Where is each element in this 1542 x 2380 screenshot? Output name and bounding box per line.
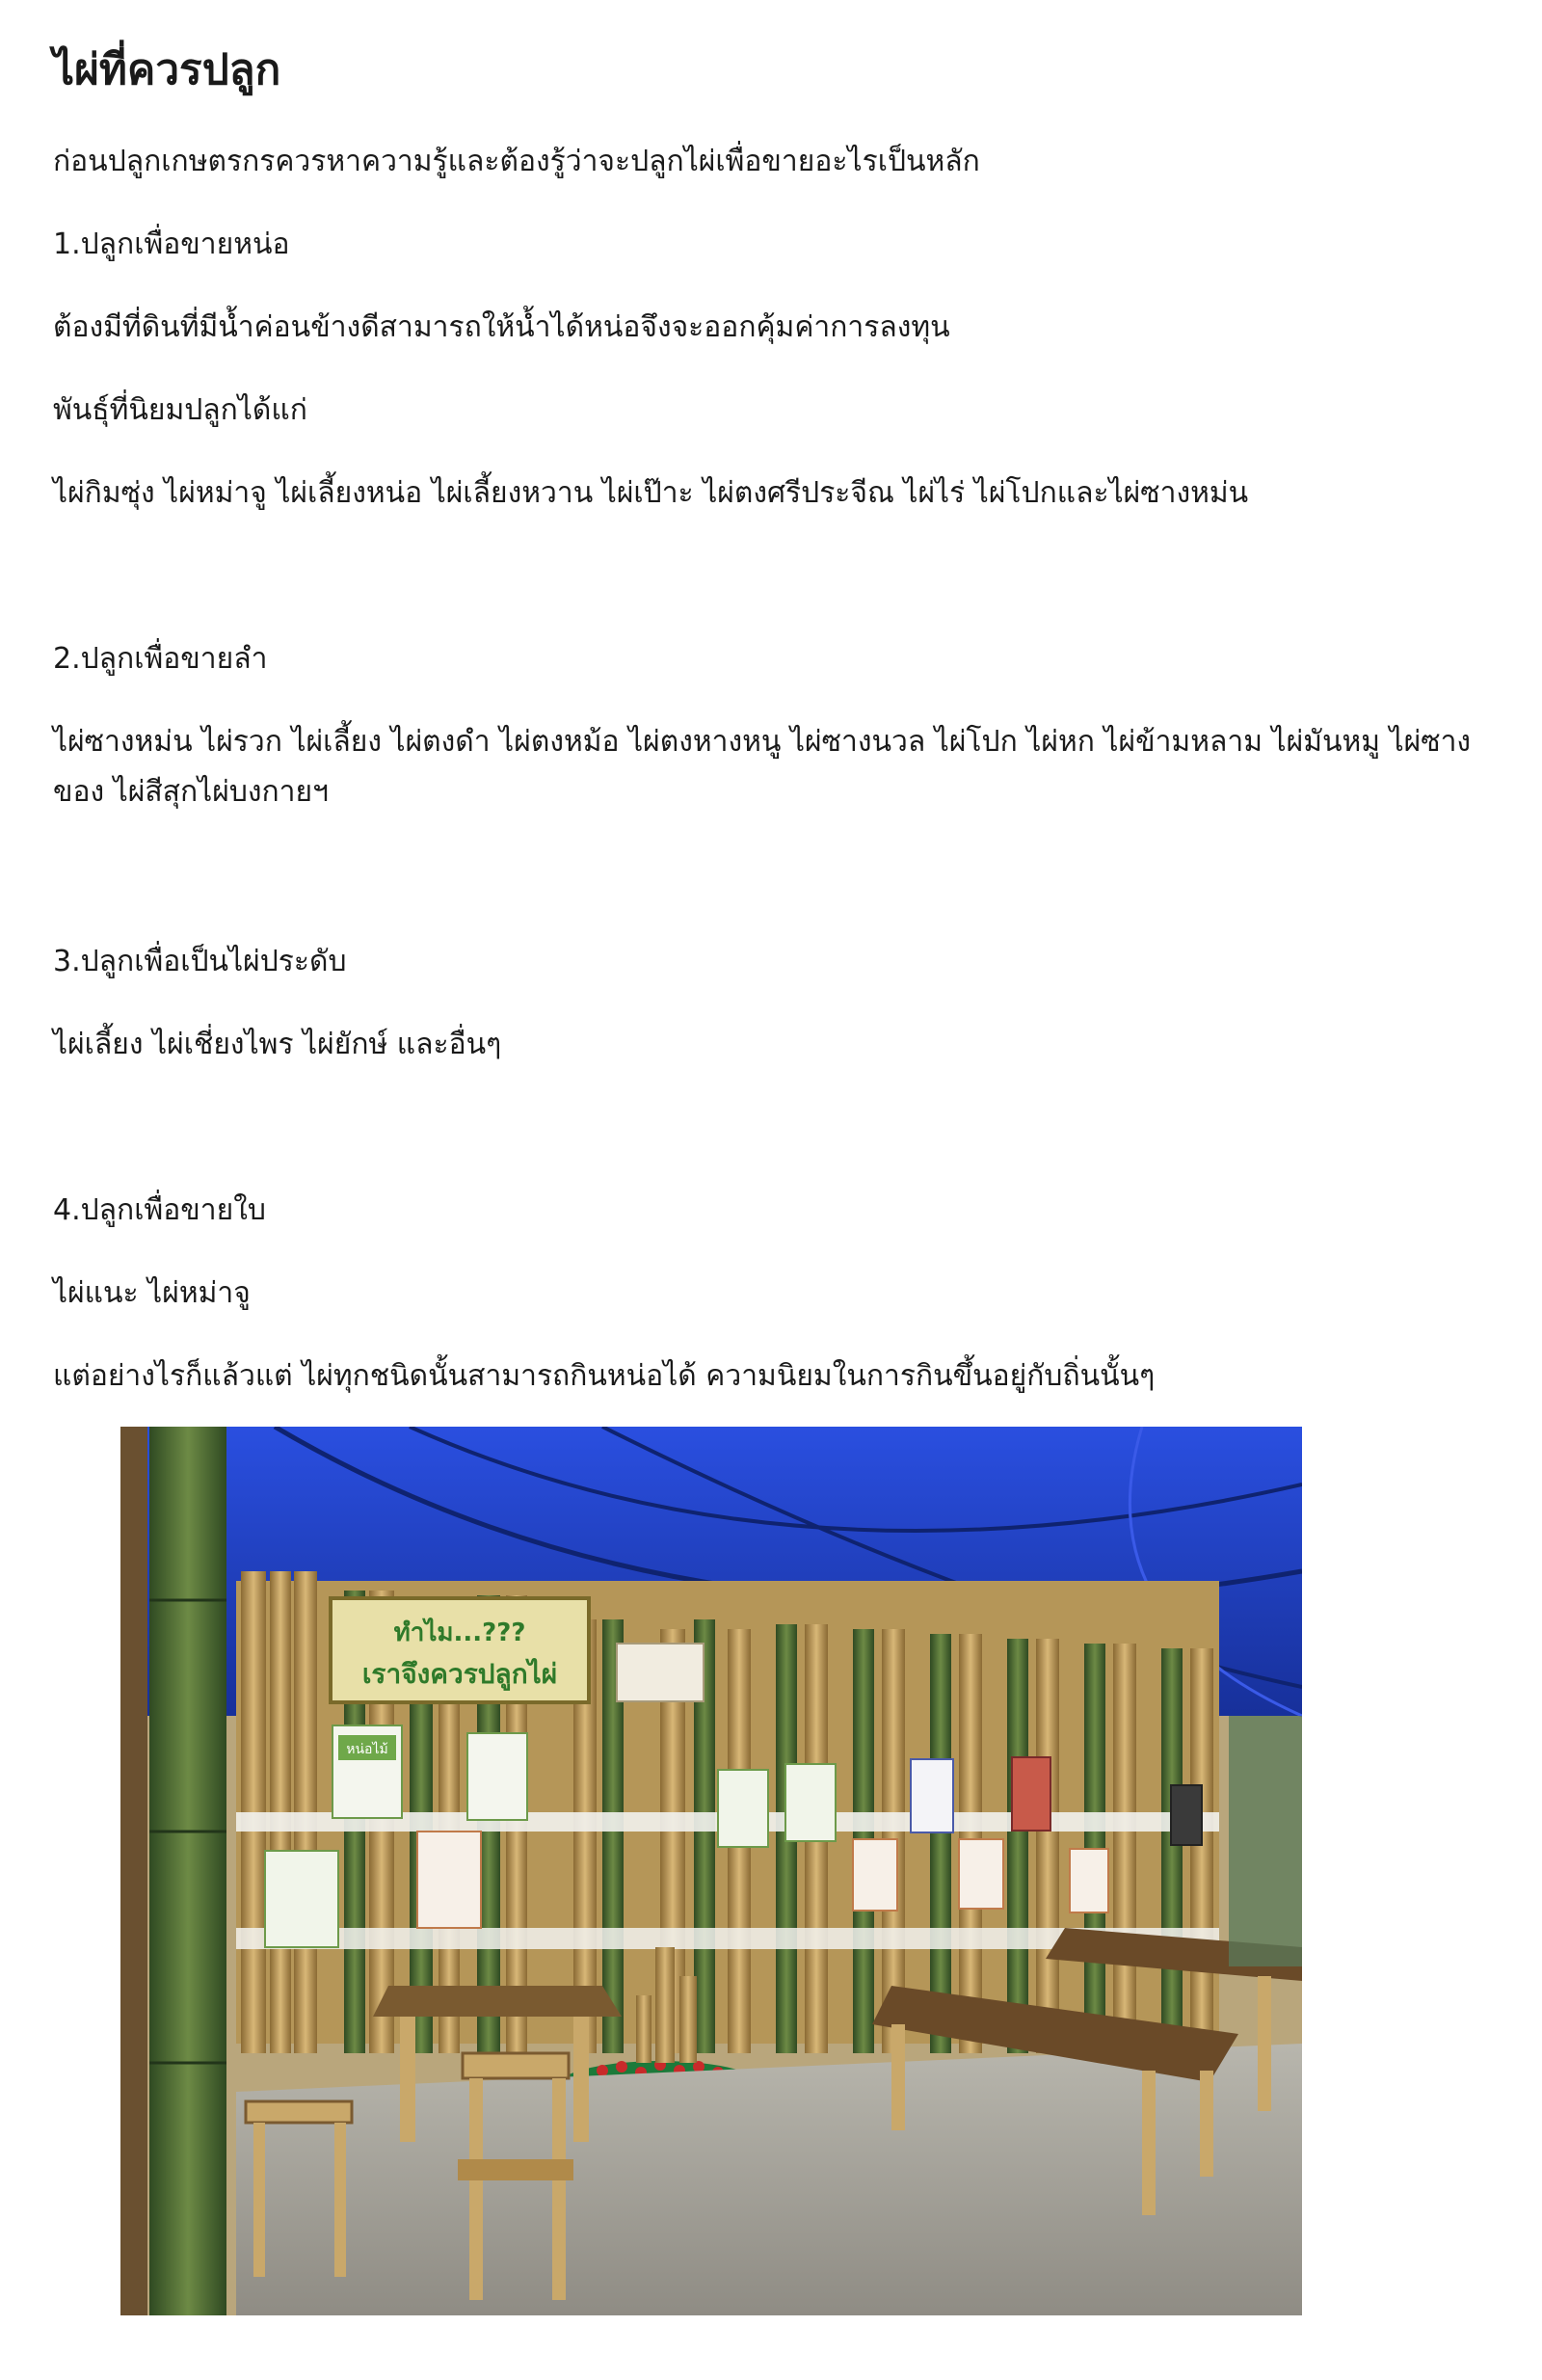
conclusion-paragraph: แต่อย่างไรก็แล้วแต่ ไผ่ทุกชนิดนั้นสามารถกินหน่อได้ ความนิยมในการกินขึ้นอยู่กับถิ่นนั้นๆ — [53, 1359, 1156, 1393]
section-1-note: ต้องมีที่ดินที่มีน้ำค่อนข้างดีสามารถให้น้ำได้หน่อจึงจะออกคุ้มค่าการลงทุน — [53, 310, 950, 344]
exhibit-sign — [331, 1598, 589, 1702]
section-4-heading: 4.ปลูกเพื่อขายใบ — [53, 1193, 266, 1227]
section-3-heading: 3.ปลูกเพื่อเป็นไผ่ประดับ — [53, 945, 347, 978]
sign-line-2: เราจึงควรปลูกไผ่ — [361, 1658, 558, 1690]
bamboo-exhibit-photo — [120, 1427, 1302, 2315]
section-2-heading: 2.ปลูกเพื่อขายลำ — [53, 642, 268, 676]
section-1-label: พันธุ์ที่นิยมปลูกได้แก่ — [53, 393, 307, 427]
sign-line-1: ทำไม...??? — [393, 1618, 526, 1647]
section-2-varieties: ไผ่ซางหม่น ไผ่รวก ไผ่เลี้ยง ไผ่ตงดำ ไผ่ตงหม้อ ไผ่ตงหางหนู ไผ่ซางนวล ไผ่โปก ไผ่หก ไผ่ข้ามหลาม ไผ่มันหมู ไผ่ซางของ ไผ่สีสุกไผ่บงกายฯ — [53, 725, 1472, 809]
page-title: ไผ่ที่ควรปลูก — [53, 45, 281, 94]
foreground-bamboo-pole — [149, 1427, 226, 2315]
small-placard — [617, 1644, 704, 1701]
section-4-varieties: ไผ่แนะ ไผ่หม่าจู — [53, 1276, 251, 1310]
bamboo-exhibit-illustration — [120, 1427, 1302, 2315]
section-1-varieties: ไผ่กิมซุ่ง ไผ่หม่าจู ไผ่เลี้ยงหน่อ ไผ่เลี้ยงหวาน ไผ่เป๊าะ ไผ่ตงศรีประจีณ ไผ่ไร่ ไผ่โปกและไผ่ซางหม่น — [53, 476, 1249, 510]
poster-label: หน่อไม้ — [346, 1742, 388, 1757]
section-1-heading: 1.ปลูกเพื่อขายหน่อ — [53, 227, 290, 261]
section-3-varieties: ไผ่เลี้ยง ไผ่เชี่ยงไพร ไผ่ยักษ์ และอื่นๆ — [53, 1028, 502, 1061]
intro-paragraph: ก่อนปลูกเกษตรกรควรหาความรู้และต้องรู้ว่าจะปลูกไผ่เพื่อขายอะไรเป็นหลัก — [53, 145, 980, 178]
